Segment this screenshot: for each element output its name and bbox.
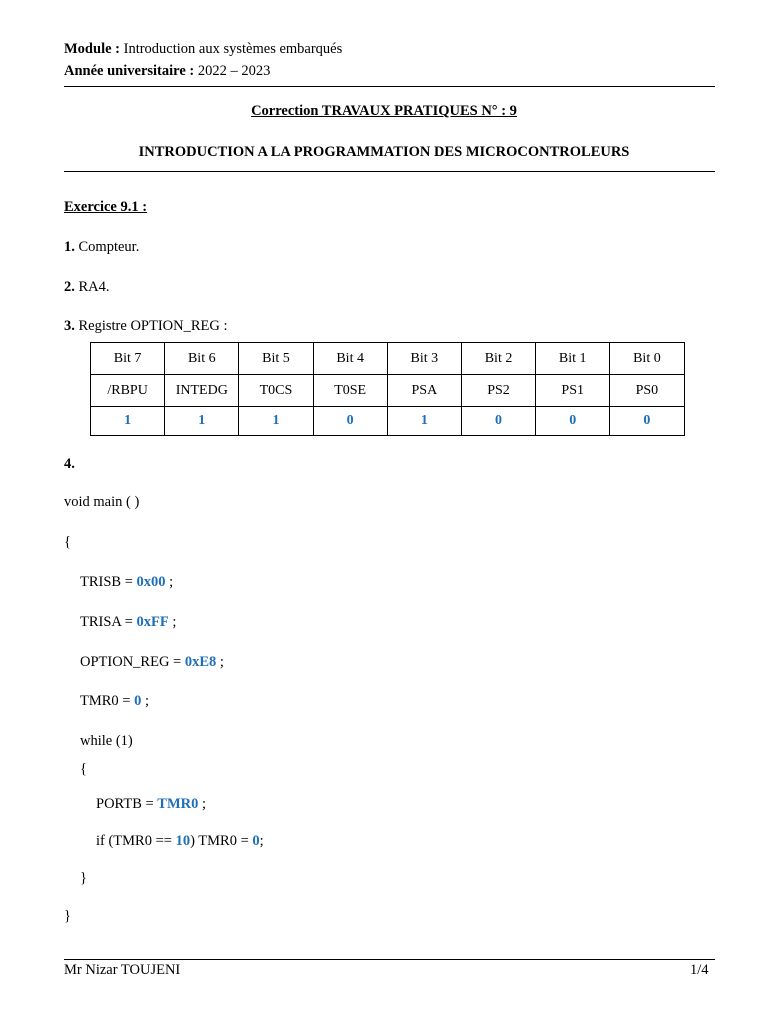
code-text: if (TMR0 ==: [96, 833, 176, 849]
question-2: [64, 279, 110, 296]
title-divider: [64, 171, 715, 172]
code-value: 0x00: [136, 574, 166, 590]
bit-value: 0: [536, 407, 610, 436]
code-value: TMR0: [157, 796, 199, 812]
header-divider: [64, 86, 715, 87]
code-text: ;: [165, 574, 174, 590]
code-option-reg-line: [80, 654, 224, 671]
exercise-heading: Exercice 9.1 :: [64, 199, 148, 215]
code-text: TRISA =: [80, 614, 137, 630]
question-1-text: Compteur.: [78, 239, 140, 255]
table-row-values: [91, 407, 685, 436]
code-open-brace: {: [64, 534, 71, 550]
year-line: [64, 63, 270, 80]
code-if-line: [96, 833, 264, 850]
bit-name: PSA: [387, 375, 461, 407]
bit-header: Bit 6: [165, 343, 239, 375]
question-1-number: 1.: [64, 239, 75, 255]
code-value: 0xE8: [184, 654, 217, 670]
bit-name: PS1: [536, 375, 610, 407]
code-trisb-line: [80, 574, 173, 591]
module-label: Module :: [64, 41, 120, 57]
page-number: 1/4: [690, 962, 709, 978]
bit-name: PS2: [461, 375, 535, 407]
bit-value: 1: [165, 407, 239, 436]
code-value: 0: [134, 693, 142, 709]
year-label: Année universitaire :: [64, 63, 195, 79]
bit-name: /RBPU: [91, 375, 165, 407]
bit-value: 1: [91, 407, 165, 436]
code-text: ) TMR0 =: [190, 833, 253, 849]
question-1: [64, 239, 139, 256]
year-value: 2022 – 2023: [197, 63, 271, 79]
code-text: PORTB =: [96, 796, 158, 812]
bit-value: 1: [239, 407, 313, 436]
doc-title: Correction TRAVAUX PRATIQUES N° : 9: [251, 103, 517, 119]
module-value: Introduction aux systèmes embarqués: [123, 41, 343, 57]
footer-author: Mr Nizar TOUJENI: [64, 962, 181, 978]
code-value: 0xFF: [136, 614, 169, 630]
code-portb-line: [96, 796, 206, 813]
bit-header: Bit 0: [610, 343, 684, 375]
doc-subtitle: INTRODUCTION A LA PROGRAMMATION DES MICROCONTROLEURS: [138, 144, 630, 160]
bit-value: 0: [313, 407, 387, 436]
bit-name: T0SE: [313, 375, 387, 407]
code-while-open-brace: {: [80, 761, 87, 777]
table-row-names: [91, 375, 685, 407]
code-text: ;: [216, 654, 224, 670]
bit-name: INTEDG: [165, 375, 239, 407]
question-2-text: RA4.: [78, 279, 110, 295]
code-close-brace: }: [64, 908, 71, 924]
bit-header: Bit 2: [461, 343, 535, 375]
bit-header: Bit 1: [536, 343, 610, 375]
code-text: OPTION_REG =: [80, 654, 185, 670]
question-3-text: Registre OPTION_REG :: [78, 318, 228, 334]
code-while-line: while (1): [80, 733, 133, 749]
code-text: ;: [259, 833, 264, 849]
bit-header: Bit 3: [387, 343, 461, 375]
bit-name: PS0: [610, 375, 684, 407]
bit-value: 0: [461, 407, 535, 436]
code-tmr0-line: [80, 693, 149, 710]
module-line: [64, 41, 342, 58]
bit-value: 1: [387, 407, 461, 436]
bit-value: 0: [610, 407, 684, 436]
bit-header: Bit 5: [239, 343, 313, 375]
question-4-number: 4.: [64, 456, 75, 472]
bit-name: T0CS: [239, 375, 313, 407]
question-3: [64, 318, 228, 335]
code-text: TMR0 =: [80, 693, 135, 709]
code-while-close-brace: }: [80, 870, 87, 886]
code-text: ;: [168, 614, 177, 630]
table-row-bits: [91, 343, 685, 375]
option-reg-table: [90, 342, 685, 436]
bit-header: Bit 4: [313, 343, 387, 375]
code-value: 0: [252, 833, 260, 849]
code-text: TRISB =: [80, 574, 137, 590]
code-text: ;: [141, 693, 150, 709]
question-2-number: 2.: [64, 279, 75, 295]
code-value: 10: [175, 833, 191, 849]
code-main-signature: void main ( ): [64, 494, 140, 510]
bit-header: Bit 7: [91, 343, 165, 375]
code-trisa-line: [80, 614, 176, 631]
code-text: ;: [198, 796, 207, 812]
footer-divider: [64, 959, 715, 960]
question-3-number: 3.: [64, 318, 75, 334]
